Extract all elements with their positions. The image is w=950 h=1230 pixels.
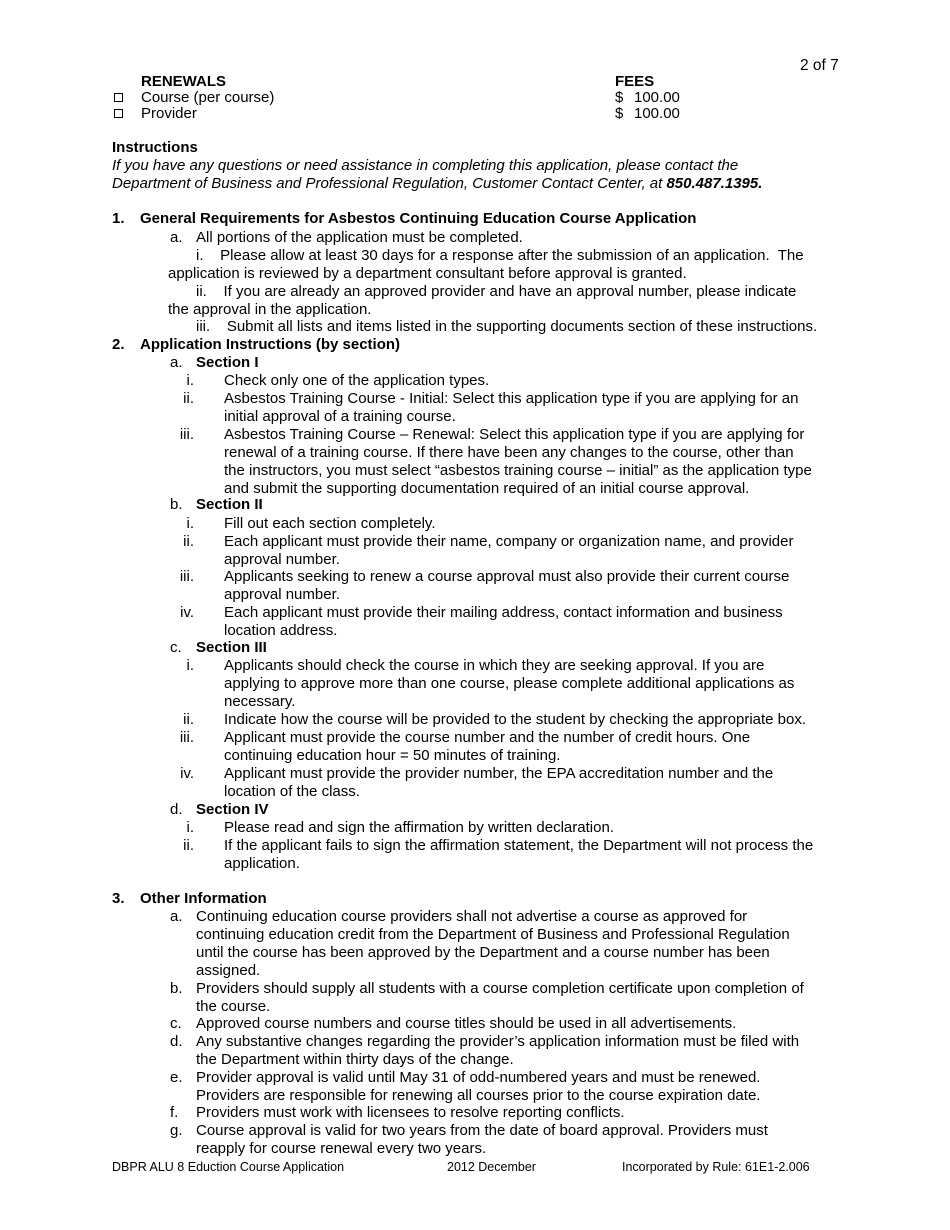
page-number: 2 of 7 — [800, 57, 839, 74]
section2-b-letter: b. — [170, 496, 183, 513]
s2a-ii-line2: initial approval of a training course. — [224, 408, 456, 425]
instructions-heading: Instructions — [112, 139, 198, 156]
s2d-i-num: i. — [186, 819, 194, 836]
s2d-ii-num: ii. — [183, 837, 194, 854]
s2c-iii-num: iii. — [179, 729, 194, 746]
s2d-ii-line1: If the applicant fails to sign the affirmation statement, the Department will not process the — [224, 837, 814, 854]
section3-number: 3. — [112, 890, 125, 907]
section1-i-line1: i. Please allow at least 30 days for a response after the submission of an application. The — [196, 247, 804, 264]
s2b-ii-num: ii. — [183, 533, 194, 550]
footer-rule: Incorporated by Rule: 61E1-2.006 — [622, 1160, 810, 1174]
s2b-ii-line1: Each applicant must provide their name, company or organization name, and provider — [224, 533, 794, 550]
s3-b-line1: Providers should supply all students with a course completion certificate upon completion of — [196, 980, 804, 997]
section2-d-title: Section IV — [196, 801, 269, 818]
s3-c-letter: c. — [170, 1015, 182, 1032]
s3-f-letter: f. — [170, 1104, 179, 1121]
course-renewal-label: Course (per course) — [141, 89, 275, 106]
s3-e-letter: e. — [170, 1069, 183, 1086]
section2-d-letter: d. — [170, 801, 183, 818]
s2c-iii-line1: Applicant must provide the course number and the number of credit hours. One — [224, 729, 751, 746]
section1-ii-line1: ii. If you are already an approved provider and have an approval number, please indicate — [196, 283, 797, 300]
fees-header: FEES — [615, 73, 655, 90]
s3-d-line1: Any substantive changes regarding the provider’s application information must be filed with — [196, 1033, 800, 1050]
s2d-ii-line2: application. — [224, 855, 300, 872]
provider-fee-currency: $ — [615, 105, 624, 122]
s3-a-line2: continuing education credit from the Department of Business and Professional Regulation — [196, 926, 790, 943]
section1-ii-line2: the approval in the application. — [168, 301, 372, 318]
s2a-i-text: Check only one of the application types. — [224, 372, 490, 389]
s2a-iii-num: iii. — [179, 426, 194, 443]
section1-title: General Requirements for Asbestos Continuing Education Course Application — [140, 210, 697, 227]
s3-b-letter: b. — [170, 980, 183, 997]
section2-a-title: Section I — [196, 354, 259, 371]
s3-d-line2: the Department within thirty days of the change. — [196, 1051, 514, 1068]
s2b-iii-line2: approval number. — [224, 586, 340, 603]
s2c-iii-line2: continuing education hour = 50 minutes of training. — [224, 747, 561, 764]
phone-number: 850.487.1395. — [666, 175, 763, 192]
instructions-intro-line2 — [112, 175, 762, 193]
s2a-iii-line3: the instructors, you must select “asbestos training course – initial” as the application type — [224, 462, 812, 479]
section2-c-letter: c. — [170, 639, 182, 656]
section2-a-letter: a. — [170, 354, 183, 371]
s3-a-letter: a. — [170, 908, 183, 925]
s2b-ii-line2: approval number. — [224, 551, 340, 568]
s3-a-line1: Continuing education course providers shall not advertise a course as approved for — [196, 908, 748, 925]
s2a-iii-line1: Asbestos Training Course – Renewal: Select this application type if you are applying for — [224, 426, 805, 443]
footer-date: 2012 December — [447, 1160, 536, 1174]
s2b-iv-num: iv. — [180, 604, 194, 621]
course-fee-amount: 100.00 — [634, 89, 680, 106]
course-fee-currency: $ — [615, 89, 624, 106]
s2a-iii-line4: and submit the supporting documentation required of an initial course approval. — [224, 480, 750, 497]
s2c-i-line3: necessary. — [224, 693, 296, 710]
provider-fee-amount: 100.00 — [634, 105, 680, 122]
footer-form-name: DBPR ALU 8 Eduction Course Application — [112, 1160, 345, 1174]
s3-d-letter: d. — [170, 1033, 183, 1050]
provider-renewal-label: Provider — [141, 105, 197, 122]
s3-e-line1: Provider approval is valid until May 31 of odd-numbered years and must be renewed. — [196, 1069, 761, 1086]
s2c-iv-line2: location of the class. — [224, 783, 360, 800]
s3-g-letter: g. — [170, 1122, 183, 1139]
section2-b-title: Section II — [196, 496, 263, 513]
s2c-i-num: i. — [186, 657, 194, 674]
s2c-iv-line1: Applicant must provide the provider number, the EPA accreditation number and the — [224, 765, 774, 782]
provider-renewal-checkbox[interactable] — [114, 109, 123, 118]
s2c-ii-text: Indicate how the course will be provided to the student by checking the appropriate box. — [224, 711, 807, 728]
section1-number: 1. — [112, 210, 125, 227]
renewals-header: RENEWALS — [141, 73, 227, 90]
s2d-i-text: Please read and sign the affirmation by written declaration. — [224, 819, 614, 836]
s2b-iii-num: iii. — [179, 568, 194, 585]
s2c-i-line1: Applicants should check the course in which they are seeking approval. If you are — [224, 657, 765, 674]
section1-iii-line: iii. Submit all lists and items listed in the supporting documents section of these instructions. — [196, 318, 818, 335]
s3-e-line2: Providers are responsible for renewing all courses prior to the course expiration date. — [196, 1087, 761, 1104]
s2b-i-num: i. — [186, 515, 194, 532]
intro-text: Department of Business and Professional Regulation, Customer Contact Center, at — [112, 175, 667, 192]
s2a-ii-num: ii. — [183, 390, 194, 407]
section1-a-letter: a. — [170, 229, 183, 246]
s2a-i-num: i. — [186, 372, 194, 389]
s2a-iii-line2: renewal of a training course. If there have been any changes to the course, other than — [224, 444, 794, 461]
s3-f-line1: Providers must work with licensees to resolve reporting conflicts. — [196, 1104, 625, 1121]
s2c-i-line2: applying to approve more than one course, please complete additional applications as — [224, 675, 795, 692]
section1-a-text: All portions of the application must be completed. — [196, 229, 523, 246]
s2b-iii-line1: Applicants seeking to renew a course approval must also provide their current course — [224, 568, 790, 585]
s2c-ii-num: ii. — [183, 711, 194, 728]
s3-g-line2: reapply for course renewal every two years. — [196, 1140, 487, 1157]
section1-i-line2: application is reviewed by a department consultant before approval is granted. — [168, 265, 687, 282]
s3-a-line3: until the course has been approved by the Department and a course number has been — [196, 944, 770, 961]
s3-g-line1: Course approval is valid for two years from the date of board approval. Providers must — [196, 1122, 768, 1139]
section2-title: Application Instructions (by section) — [140, 336, 401, 353]
section2-number: 2. — [112, 336, 125, 353]
course-renewal-checkbox[interactable] — [114, 93, 123, 102]
s2b-iv-line2: location address. — [224, 622, 338, 639]
s2b-i-text: Fill out each section completely. — [224, 515, 436, 532]
s2b-iv-line1: Each applicant must provide their mailing address, contact information and business — [224, 604, 783, 621]
instructions-intro-line1: If you have any questions or need assistance in completing this application, please contact the — [112, 157, 739, 174]
s3-a-line4: assigned. — [196, 962, 261, 979]
section2-c-title: Section III — [196, 639, 267, 656]
s3-c-line1: Approved course numbers and course titles should be used in all advertisements. — [196, 1015, 737, 1032]
section3-title: Other Information — [140, 890, 267, 907]
s2c-iv-num: iv. — [180, 765, 194, 782]
s3-b-line2: the course. — [196, 998, 271, 1015]
s2a-ii-line1: Asbestos Training Course - Initial: Select this application type if you are applying for an — [224, 390, 799, 407]
